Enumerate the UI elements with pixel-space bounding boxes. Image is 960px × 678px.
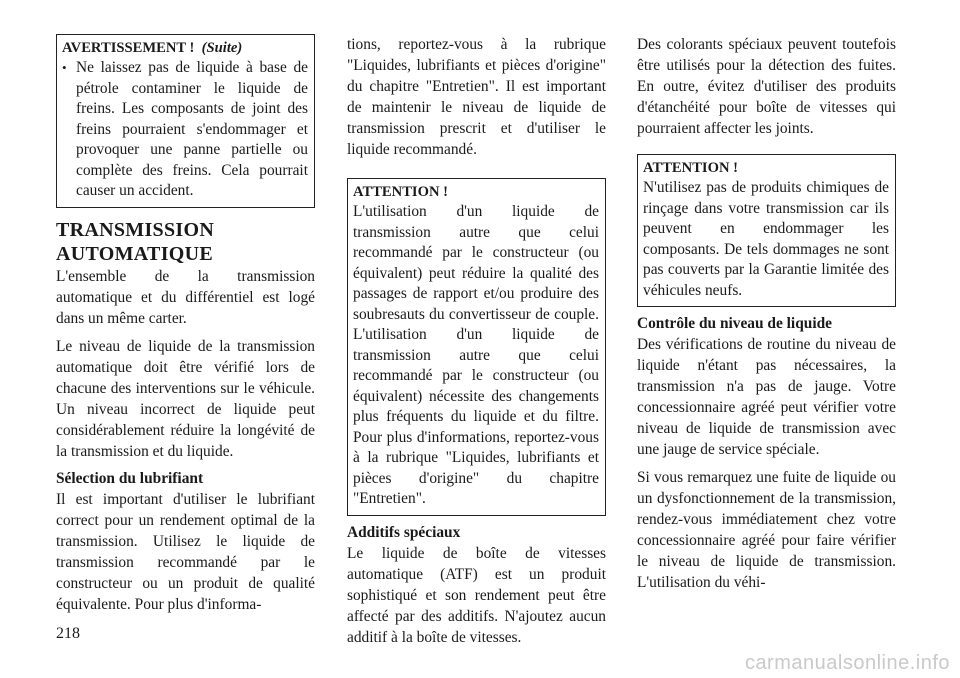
paragraph: Des vérifications de routine du niveau de liquide n'étant pas nécessaires, la transmission n'a pas de jauge. Votre concessionnaire agréé peut vérifier votre niveau de liquide de transmission avec une jauge de service spéciale. <box>637 336 896 458</box>
column-right <box>637 34 896 593</box>
caution-text: N'utilisez pas de produits chimiques de rinçage dans votre transmission car ils peuvent en endommager les composants. De tels dommages ne sont pas couverts par la Garantie limitée des véhicules neufs. <box>643 179 889 299</box>
page-number: 218 <box>56 625 80 642</box>
caution-box <box>637 154 896 307</box>
warning-title-text: AVERTISSEMENT ! <box>62 40 195 56</box>
column-middle <box>347 34 606 648</box>
warning-bullet-item <box>62 58 308 202</box>
column-left <box>56 34 315 615</box>
section-heading: TRANSMISSION AUTOMATIQUE <box>56 218 215 265</box>
caution-title: ATTENTION ! <box>643 160 739 176</box>
paragraph: Si vous remarquez une fuite de liquide ou un dysfonctionnement de la transmission, rendez-vous immédiatement chez votre concessionnaire agréé pour faire vérifier le niveau de liquide de transmission. L'utilisation du véhi- <box>637 469 896 591</box>
paragraph: Le niveau de liquide de la transmission automatique doit être vérifié lors de chacune des interventions sur le véhicule. Un niveau incorrect de liquide peut considérablement réduire la longévité de la transmission et du liquide. <box>56 337 315 460</box>
subheading: Contrôle du niveau de liquide <box>637 315 832 332</box>
warning-box <box>56 34 315 208</box>
subheading: Additifs spéciaux <box>347 523 461 541</box>
paragraph: L'ensemble de la transmission automatique et du différentiel est logé dans un même carter. <box>56 267 315 327</box>
caution-title: ATTENTION ! <box>353 184 449 200</box>
warning-title <box>62 39 308 58</box>
paragraph: Des colorants spéciaux peuvent toutefois être utilisés pour la détection des fuites. En outre, évitez d'utiliser des produits d'étanchéité pour boîte de vitesses qui pourraient affecter les joints. <box>637 36 896 137</box>
bullet-icon: • <box>62 60 67 75</box>
warning-suite: (Suite) <box>201 40 243 56</box>
warning-text: Ne laissez pas de liquide à base de pétrole contaminer le liquide de freins. Les composants de joint des freins pourraient s'endommager et provoquer une panne partielle ou complète des freins. Cela pourrait causer un accident. <box>76 59 308 199</box>
paragraph: Il est important d'utiliser le lubrifiant correct pour un rendement optimal de la transmission. Utilisez le liquide de transmission recommandé par le constructeur ou un produit de qualité équivalente. Pour plus d'informa- <box>56 490 315 613</box>
watermark: carmanualsonline.info <box>744 652 950 674</box>
paragraph: tions, reportez-vous à la rubrique "Liquides, lubrifiants et pièces d'origine" du chapitre "Entretien". Il est important de maintenir le niveau de liquide de transmission prescrit et d'utiliser le liquide recommandé. <box>347 36 606 158</box>
caution-text: L'utilisation d'un liquide de transmission autre que celui recommandé par le constructeur (ou équivalent) peut réduire la qualité des passages de rapport et/ou produire des soubresauts du convertisseur de couple. L'utilisation d'un liquide de transmission autre que celui recommandé par le constructeur (ou équivalent) nécessite des changements plus fréquents du liquide et du filtre. Pour plus d'informations, reportez-vous à la rubrique "Liquides, lubrifiants et pièces d'origine" du chapitre "Entretien". <box>353 203 599 507</box>
caution-box <box>347 178 606 516</box>
paragraph: Le liquide de boîte de vitesses automatique (ATF) est un produit sophistiqué et son rendement peut être affecté par des additifs. N'ajoutez aucun additif à la boîte de vitesses. <box>347 544 606 646</box>
subheading: Sélection du lubrifiant <box>56 469 204 487</box>
